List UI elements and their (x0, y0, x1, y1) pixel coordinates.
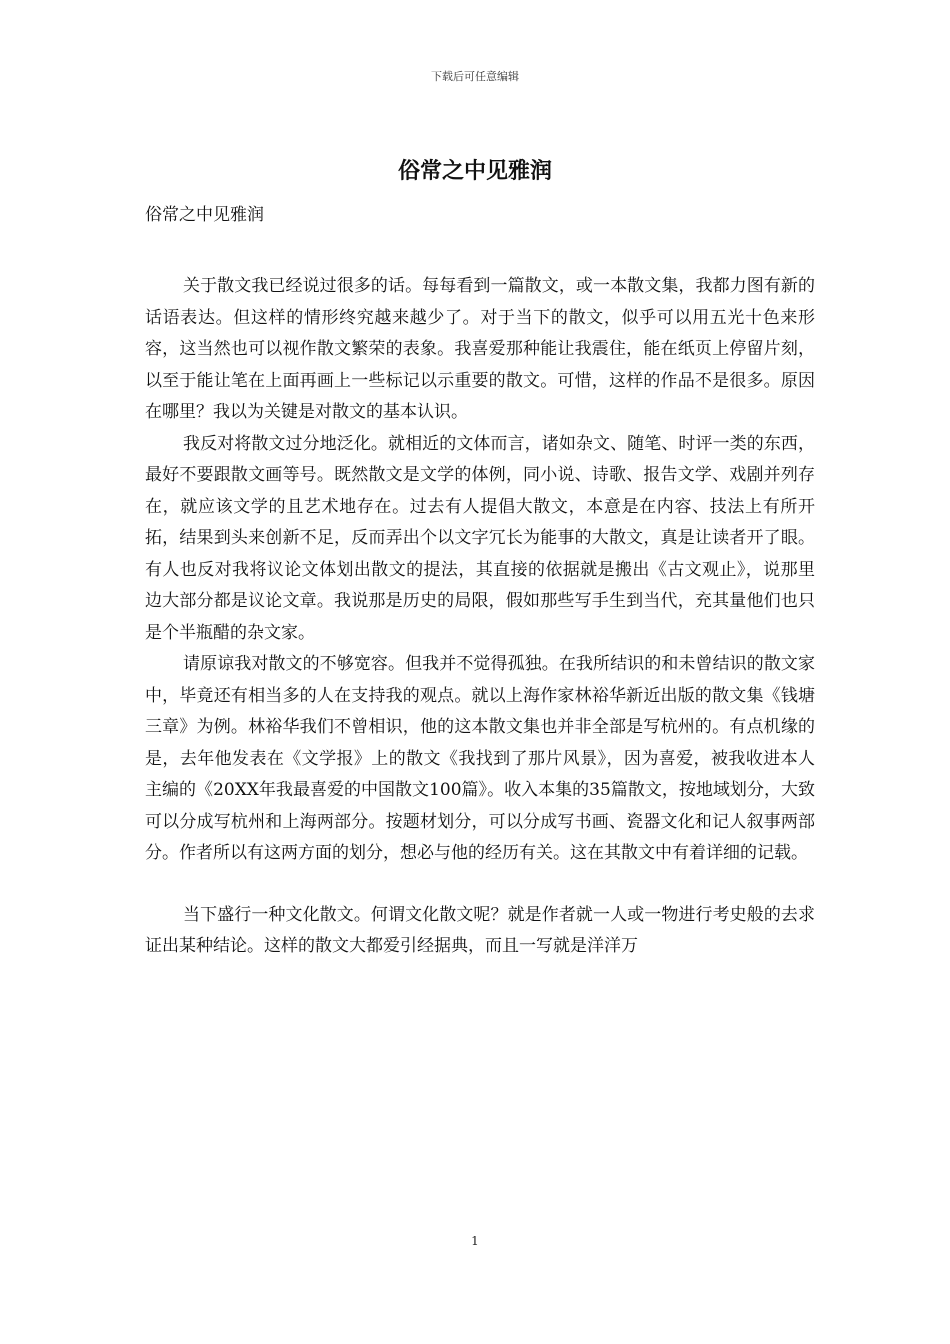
document-title: 俗常之中见雅润 (397, 158, 552, 184)
paragraph: 关于散文我已经说过很多的话。每每看到一篇散文，或一本散文集，我都力图有新的话语表达。但这样的情形终究越来越少了。对于当下的散文，似乎可以用五光十色来形容，这当然也可以视作散文繁荣的表象。我喜爱那种能让我震住，能在纸页上停留片刻，以至于能让笔在上面再画上一些标记以示重要的散文。可惜，这样的作品不是很多。原因在哪里？我以为关键是对散文的基本认识。 (145, 276, 815, 422)
paragraph: 当下盛行一种文化散文。何谓文化散文呢？就是作者就一人或一物进行考史般的去求证出某种结论。这样的散文大都爱引经据典，而且一写就是洋洋万 (145, 904, 815, 956)
document-subtitle: 俗常之中见雅润 (145, 205, 264, 225)
paragraph: 我反对将散文过分地泛化。就相近的文体而言，诸如杂文、随笔、时评一类的东西，最好不要跟散文画等号。既然散文是文学的体例，同小说、诗歌、报告文学、戏剧并列存在，就应该文学的且艺术地存在。过去有人提倡大散文，本意是在内容、技法上有所开拓，结果到头来创新不足，反而弄出个以文字冗长为能事的大散文，真是让读者开了眼。有人也反对我将议论文体划出散文的提法，其直接的依据就是搬出《古文观止》，说那里边大部分都是议论文章。我说那是历史的局限，假如那些写手生到当代，充其量他们也只是个半瓶醋的杂文家。 (145, 433, 815, 643)
page-number: 1 (471, 1234, 479, 1248)
document-body (145, 271, 815, 963)
paragraph-gap (145, 870, 815, 900)
page-header-note: 下载后可任意编辑 (431, 70, 519, 83)
paragraph: 请原谅我对散文的不够宽容。但我并不觉得孤独。在我所结识的和未曾结识的散文家中，毕竟还有相当多的人在支持我的观点。就以上海作家林裕华新近出版的散文集《钱塘三章》为例。林裕华我们不曾相识，他的这本散文集也并非全部是写杭州的。有点机缘的是，去年他发表在《文学报》上的散文《我找到了那片风景》，因为喜爱，被我收进本人主编的《20XX年我最喜爱的中国散文100篇》。收入本集的35篇散文，按地域划分，大致可以分成写杭州和上海两部分。按题材划分，可以分成写书画、瓷器文化和记人叙事两部分。作者所以有这两方面的划分，想必与他的经历有关。这在其散文中有着详细的记载。 (145, 654, 815, 863)
